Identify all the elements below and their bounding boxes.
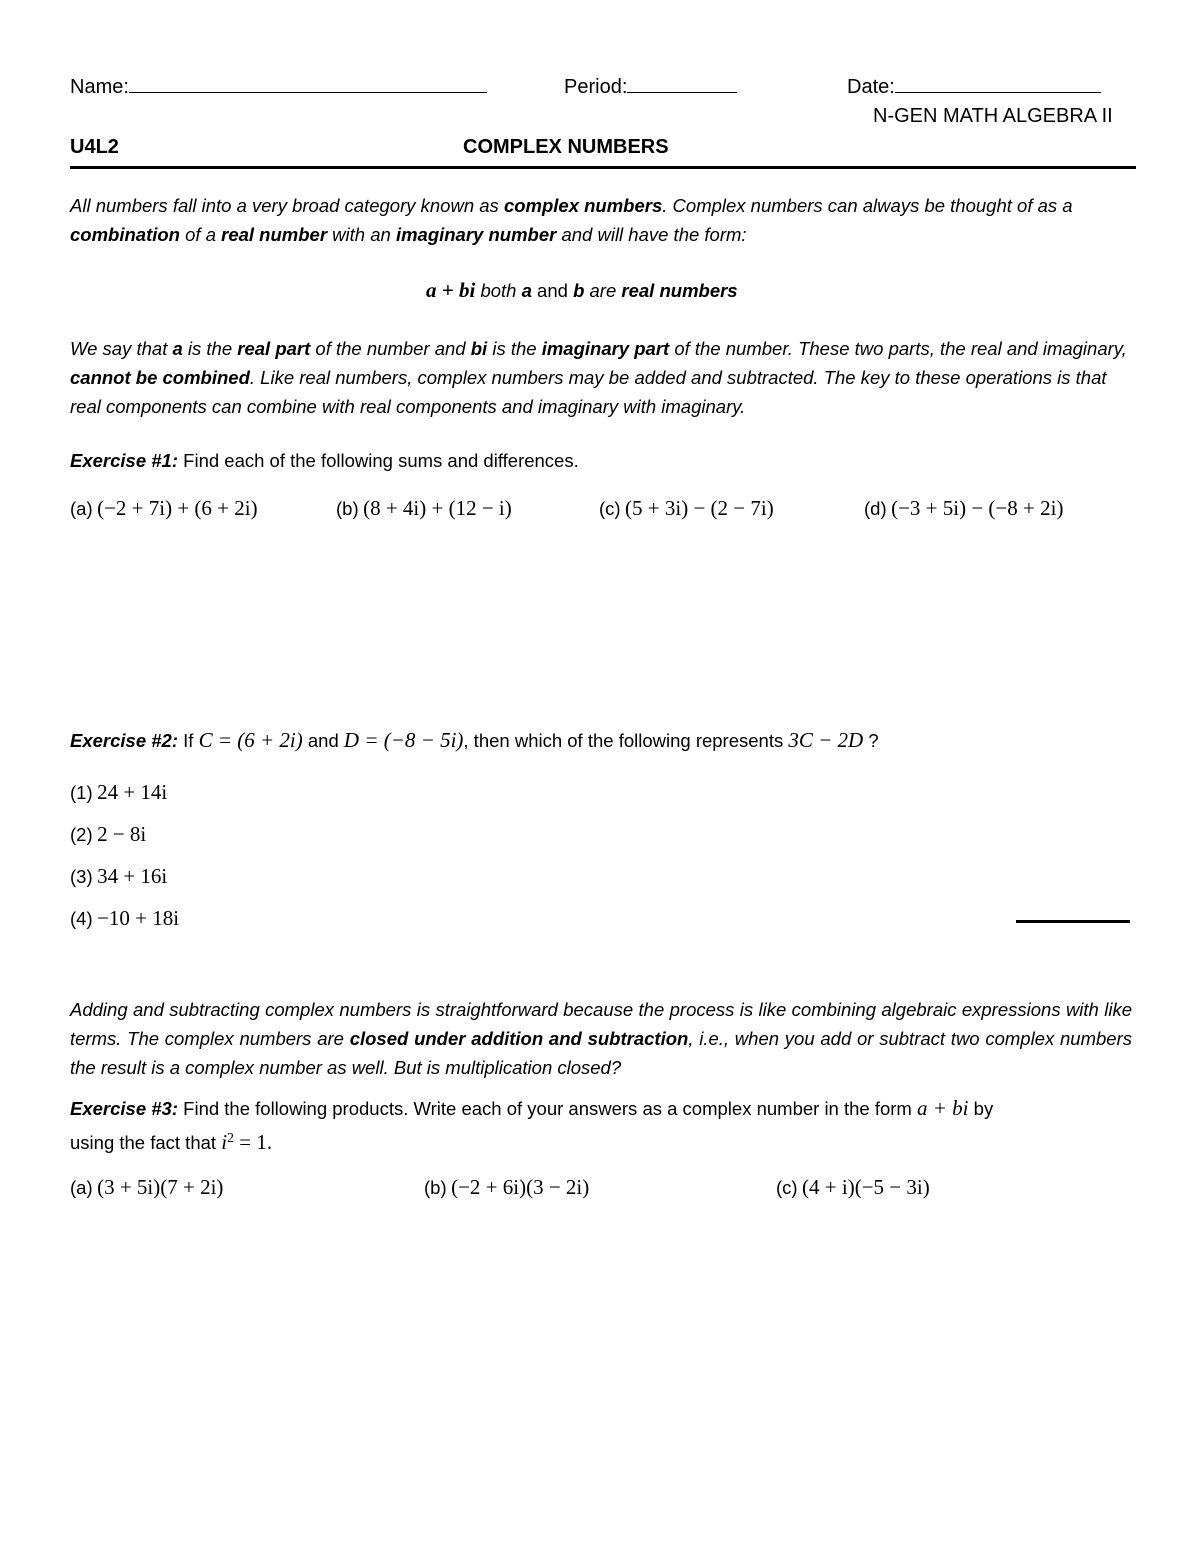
item-tag: (a) [70,1177,93,1198]
exercise-1-item-d [864,496,1063,521]
para2-imaginary-part: imaginary part [541,338,670,359]
exercise-3-text: Find the following products. Write each of your answers as a complex number in the form [178,1098,917,1119]
exercise-1-prompt [70,450,579,472]
answer-blank[interactable] [1016,920,1130,923]
item-tag: (c) [599,498,621,519]
item-tag: (b) [424,1177,447,1198]
form-expression: a + bi [426,278,476,302]
name-blank[interactable] [129,74,487,93]
exercise-2-text: If [178,730,199,751]
exercise-2-prompt [70,728,879,753]
exercise-1-item-a [70,496,258,521]
period-blank[interactable] [627,74,737,93]
para2-cannot-be-combined: cannot be combined [70,367,250,388]
choice-expression: 34 + 16i [97,864,168,888]
lesson-code: U4L2 [70,136,119,158]
closure-paragraph [70,995,1132,1082]
intro-text: of a [179,224,222,245]
name-field[interactable] [70,74,487,99]
para3-text: Adding and subtracting complex numbers is straightforward because the process is like combining algebraic expressions with like terms. The complex numbers are [70,999,1132,1049]
form-text: both [475,280,522,301]
exercise-3-item-a [70,1175,223,1200]
choice-expression: 2 − 8i [97,822,147,846]
item-expression: (8 + 4i) + (12 − i) [363,496,512,520]
item-tag: (b) [336,498,359,519]
item-expression: (−2 + 6i)(3 − 2i) [451,1175,590,1199]
exercise-2-text: ? [863,730,879,751]
c-definition: C = (6 + 2i) [198,728,303,752]
form-a-bi: a + bi [917,1096,969,1120]
date-blank[interactable] [895,74,1101,93]
item-tag: (a) [70,498,93,519]
date-field[interactable] [847,74,1101,99]
form-real-numbers: real numbers [621,280,738,301]
choice-3[interactable] [70,864,167,889]
choice-tag: (3) [70,866,93,887]
choice-tag: (1) [70,782,93,803]
item-tag: (c) [776,1177,798,1198]
form-text: and [531,280,574,301]
choice-tag: (4) [70,908,93,929]
exercise-2-text: and [302,730,344,751]
exercise-3-label: Exercise #3: [70,1098,179,1119]
intro-bold-complex-numbers: complex numbers [503,195,663,216]
name-label: Name: [70,76,129,98]
intro-paragraph [70,191,1132,249]
exercise-3-item-b [424,1175,589,1200]
d-definition: D = (−8 − 5i) [343,728,464,752]
para2-real-part: real part [237,338,311,359]
exercise-2-text: , then which of the following represents [463,730,789,751]
form-text: are [584,280,622,301]
period-field[interactable] [564,74,737,99]
exercise-3-text: using the fact that [70,1132,222,1153]
intro-bold-real-number: real number [221,224,328,245]
exercise-1-text: Find each of the following sums and differences. [178,450,579,471]
para2-text: of the number and [310,338,471,359]
exercise-1-item-c [599,496,774,521]
item-expression: (−2 + 7i) + (6 + 2i) [97,496,258,520]
form-a: a [521,280,532,301]
para2-text: of the number. These two parts, the real and imaginary, [669,338,1127,359]
choice-4[interactable] [70,906,179,931]
date-label: Date: [847,76,895,98]
para2-text: . Like real numbers, complex numbers may be added and subtracted. The key to these operations is that real components can combine with real components and imaginary with imaginary. [70,367,1107,417]
intro-text: All numbers fall into a very broad category known as [70,195,504,216]
para2-bi: bi [470,338,488,359]
intro-text: with an [327,224,396,245]
target-expression: 3C − 2D [788,728,864,752]
item-expression: (5 + 3i) − (2 − 7i) [625,496,774,520]
identity-exponent: 2 [227,1130,235,1146]
identity-i: i [221,1130,228,1154]
exercise-2-label: Exercise #2: [70,730,179,751]
choice-1[interactable] [70,780,167,805]
exercise-3-text: by [968,1098,994,1119]
parts-paragraph [70,334,1132,421]
exercise-1-label: Exercise #1: [70,450,179,471]
para3-closed-under: closed under addition and subtraction [349,1028,689,1049]
item-expression: (4 + i)(−5 − 3i) [802,1175,930,1199]
page-title: COMPLEX NUMBERS [463,136,669,158]
item-expression: (−3 + 5i) − (−8 + 2i) [891,496,1064,520]
para2-text: is the [182,338,238,359]
intro-text: and will have the form: [556,224,747,245]
para3-text: , i.e., when you add or subtract two complex numbers the result is a complex number as well. But is multiplication closed? [70,1028,1132,1078]
item-tag: (d) [864,498,887,519]
choice-expression: −10 + 18i [97,906,180,930]
identity-rest: = 1. [234,1130,273,1154]
header-rule [70,166,1136,169]
intro-text: . Complex numbers can always be thought of as a [662,195,1073,216]
para2-text: We say that [70,338,173,359]
choice-expression: 24 + 14i [97,780,168,804]
intro-bold-combination: combination [70,224,180,245]
course-title: N-GEN MATH ALGEBRA II [873,105,1113,127]
exercise-3-identity-line [70,1130,272,1155]
complex-form-line [426,278,738,303]
intro-bold-imaginary-number: imaginary number [395,224,557,245]
period-label: Period: [564,76,628,98]
para2-a: a [172,338,183,359]
choice-2[interactable] [70,822,146,847]
choice-tag: (2) [70,824,93,845]
exercise-1-item-b [336,496,512,521]
item-expression: (3 + 5i)(7 + 2i) [97,1175,224,1199]
form-b: b [573,280,585,301]
para2-text: is the [487,338,542,359]
exercise-3-item-c [776,1175,930,1200]
exercise-3-prompt [70,1096,993,1121]
